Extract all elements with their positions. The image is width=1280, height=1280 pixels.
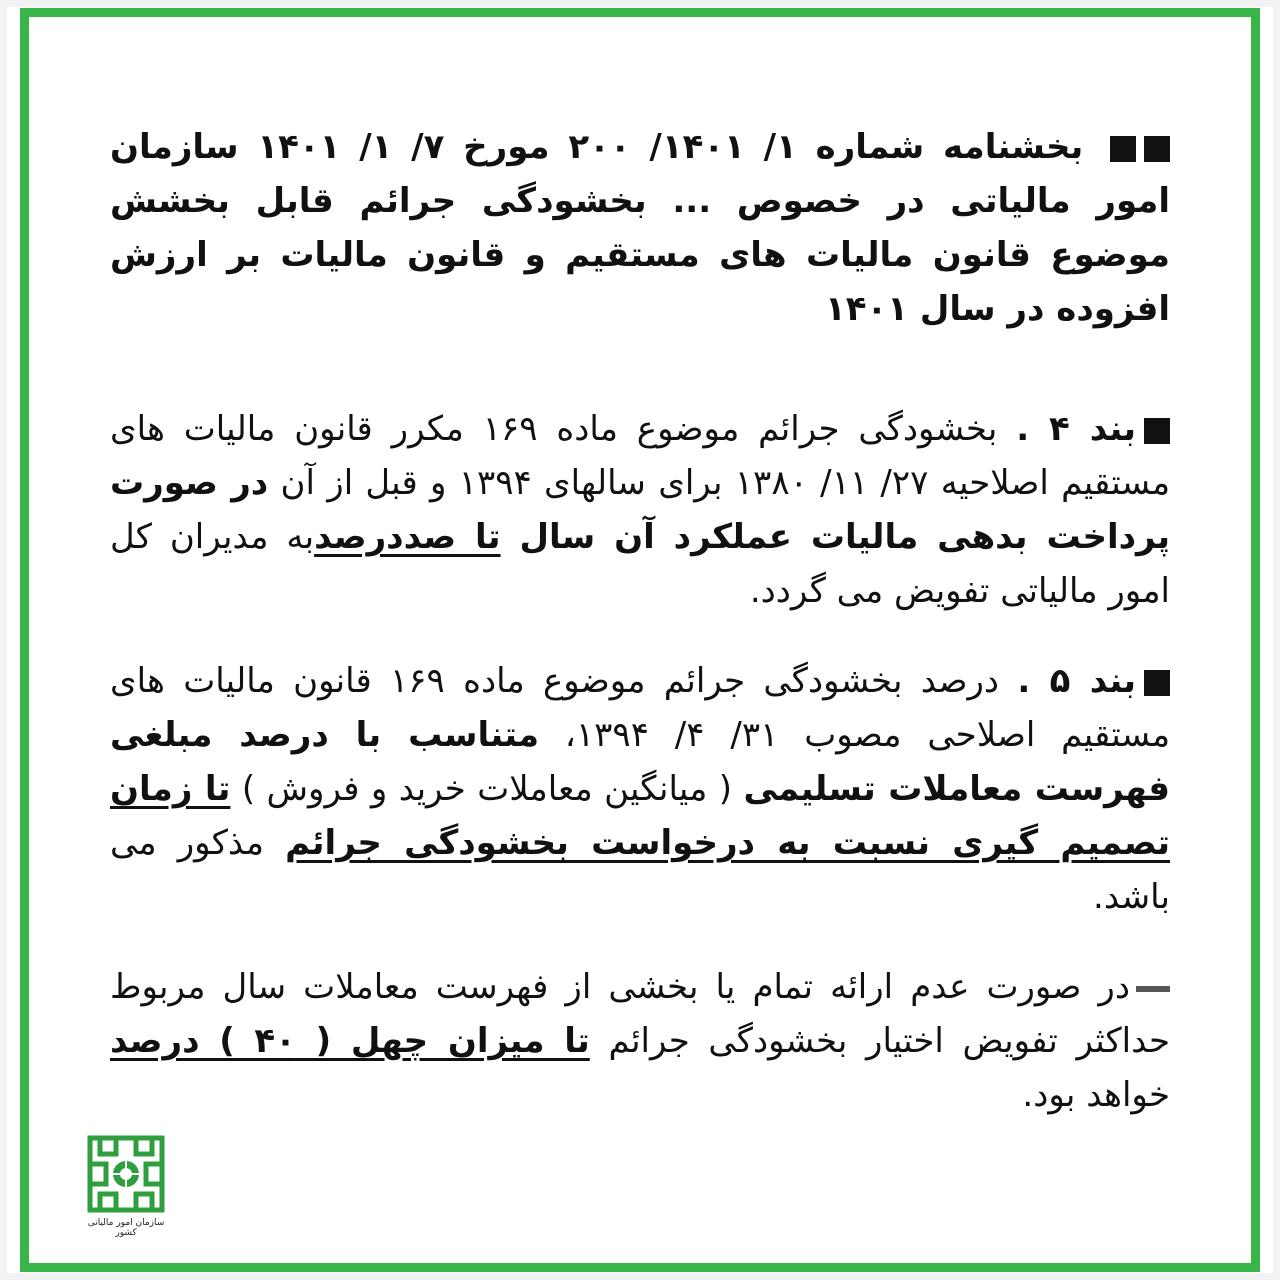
square-bullet-icon — [1144, 670, 1170, 696]
heading-paragraph — [110, 120, 1170, 336]
band-4-underlined-text: تا صددرصد — [314, 517, 501, 557]
tax-organization-logo — [86, 1134, 166, 1214]
logo-caption: سازمان امور مالیاتی کشور — [87, 1218, 165, 1238]
band-5-parenthetical: ( میانگین معاملات خرید و فروش ) — [230, 769, 744, 809]
band-5-bold-text: متناسب با درصد مبلغی فهرست معاملات تسلیمی — [110, 715, 1170, 809]
band-5-text: درصد بخشودگی جرائم موضوع ماده ۱۶۹ قانون مالیات های مستقیم اصلاحی مصوب ۳۱/ ۴/ ۱۳۹۴، — [110, 661, 1171, 755]
square-bullet-icon — [1144, 136, 1170, 162]
square-bullet-icon — [1110, 136, 1136, 162]
band-4-label: بند ۴ . — [1016, 409, 1136, 449]
note-text: در صورت عدم ارائه تمام یا بخشی از فهرست معاملات سال مربوط حداکثر تفویض اختیار بخشودگی جرائم — [110, 967, 1170, 1061]
band-5-text-end: مذکور می باشد. — [110, 823, 1170, 917]
note-underlined-text: تا میزان چهل ( ۴۰ ) درصد — [110, 1021, 590, 1061]
note-text-end: خواهد بود. — [1022, 1075, 1170, 1115]
note-paragraph — [110, 960, 1170, 1122]
band-4-paragraph — [110, 402, 1170, 618]
heading-text: بخشنامه شماره ۱/ ۱۴۰۱/ ۲۰۰ مورخ ۷/ ۱/ ۱۴۰۱ سازمان امور مالیاتی در خصوص ... بخشودگی جرائم قابل بخشش موضوع قانون مالیات های مستقیم و قانون مالیات بر ارزش افزوده در سال ۱۴۰۱ — [110, 127, 1170, 329]
band-5-underlined-text: تا زمان تصمیم گیری نسبت به درخواست بخشودگی جرائم — [110, 769, 1170, 863]
band-4-text: بخشودگی جرائم موضوع ماده ۱۶۹ مکرر قانون مالیات های مستقیم اصلاحیه ۲۷/ ۱۱/ ۱۳۸۰ برای سالهای ۱۳۹۴ و قبل از آن — [110, 409, 1171, 503]
band-4-text-end: به مدیران کل امور مالیاتی تفویض می گردد. — [110, 517, 1170, 611]
band-5-label: بند ۵ . — [1017, 661, 1136, 701]
band-5-paragraph — [110, 654, 1170, 924]
band-4-bold-text: در صورت پرداخت بدهی مالیات عملکرد آن سال — [110, 463, 1170, 557]
square-bullet-icon — [1144, 418, 1170, 444]
document-body — [110, 120, 1170, 1158]
dash-bullet-icon — [1136, 986, 1170, 992]
